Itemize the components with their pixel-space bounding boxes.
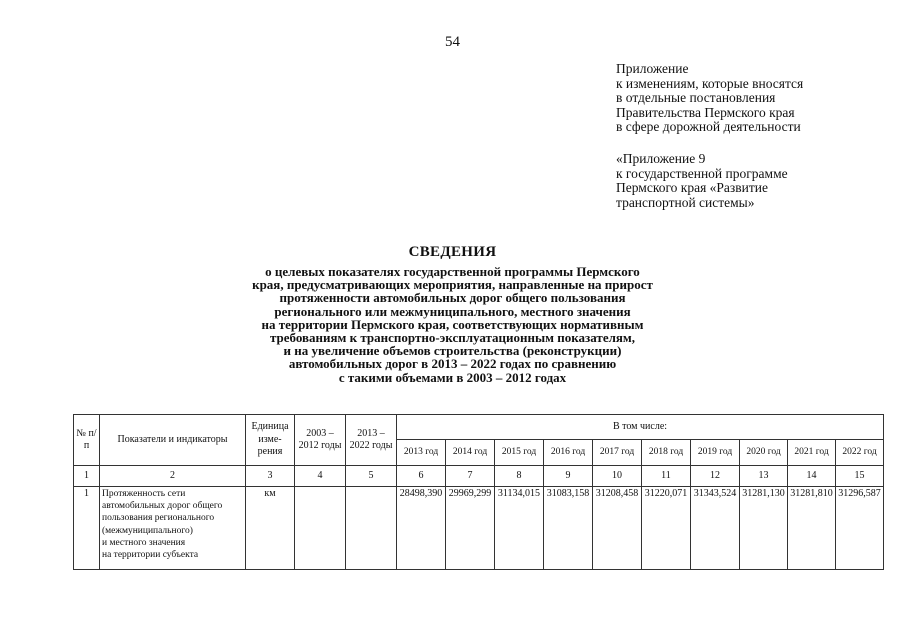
subtitle-line: с такими объемами в 2003 – 2012 годах (338, 369, 567, 385)
value-2013-2022 (346, 487, 397, 570)
column-index: 14 (788, 466, 836, 487)
header-year: 2015 год (495, 440, 544, 466)
header-year: 2020 год (740, 440, 788, 466)
indicator-name-line: пользования регионального (102, 513, 215, 524)
value-2015: 31134,015 (495, 487, 544, 570)
header-year: 2021 год (788, 440, 836, 466)
value-2016: 31083,158 (544, 487, 593, 570)
table-row (74, 487, 884, 570)
appendix-9-block (616, 152, 896, 210)
column-index: 12 (691, 466, 740, 487)
row-number: 1 (74, 487, 100, 570)
subtitle-line: края, предусматривающих мероприятия, направленные на прирост (252, 277, 653, 293)
header-year: 2022 год (836, 440, 884, 466)
subtitle-line: и на увеличение объемов строительства (реконструкции) (283, 343, 622, 359)
appendix-9-line: к государственной программе (616, 165, 788, 181)
appendix-line: Приложение (616, 61, 689, 76)
indicator-name (100, 487, 246, 570)
appendix-9-line: транспортной системы» (616, 194, 755, 210)
header-num: № п/п (74, 415, 100, 466)
appendix-line: Правительства Пермского края (616, 104, 795, 120)
column-index-row (74, 466, 884, 487)
header-year: 2017 год (593, 440, 642, 466)
header-name: Показатели и индикаторы (100, 415, 246, 466)
column-index: 1 (74, 466, 100, 487)
subtitle-line: регионального или межмуниципального, местного значения (274, 303, 631, 319)
column-index: 6 (397, 466, 446, 487)
column-index: 3 (246, 466, 295, 487)
page-number: 54 (445, 34, 460, 50)
column-index: 11 (642, 466, 691, 487)
value-2019: 31343,524 (691, 487, 740, 570)
value-2014: 29969,299 (446, 487, 495, 570)
subtitle-line: требованиям к транспортно-эксплуатационным показателям, (269, 330, 636, 346)
value-2021: 31281,810 (788, 487, 836, 570)
column-index: 5 (346, 466, 397, 487)
header-unit: Единица изме-рения (246, 415, 295, 466)
column-index: 13 (740, 466, 788, 487)
header-year: 2018 год (642, 440, 691, 466)
header-year: 2019 год (691, 440, 740, 466)
column-index: 2 (100, 466, 246, 487)
column-index: 9 (544, 466, 593, 487)
header-2013-2022: 2013 – 2022 годы (346, 415, 397, 466)
indicator-name-line: автомобильных дорог общего (102, 501, 223, 512)
value-2017: 31208,458 (593, 487, 642, 570)
column-index: 8 (495, 466, 544, 487)
value-2018: 31220,071 (642, 487, 691, 570)
header-2003-2012: 2003 – 2012 годы (295, 415, 346, 466)
value-2013: 28498,390 (397, 487, 446, 570)
column-index: 4 (295, 466, 346, 487)
column-index: 10 (593, 466, 642, 487)
subtitle-line: протяженности автомобильных дорог общего пользования (279, 290, 626, 306)
appendix-9-line: «Приложение 9 (616, 151, 706, 166)
header-year: 2013 год (397, 440, 446, 466)
subtitle-line: автомобильных дорог в 2013 – 2022 годах по сравнению (288, 356, 617, 372)
indicator-name-line: на территории субъекта (102, 550, 199, 561)
indicator-name-line: (межмуниципального) (102, 525, 193, 536)
indicator-name-line: Протяженность сети (102, 489, 186, 499)
appendix-line: в отдельные постановления (616, 90, 776, 106)
value-2003-2012 (295, 487, 346, 570)
document-heading: СВЕДЕНИЯ (408, 244, 497, 260)
subtitle-line: о целевых показателях государственной программы Пермского (265, 264, 640, 279)
appendix-line: в сфере дорожной деятельности (616, 119, 801, 135)
unit-cell: км (246, 487, 295, 570)
value-2020: 31281,130 (740, 487, 788, 570)
subtitle-line: на территории Пермского края, соответствующих нормативным (261, 316, 644, 332)
indicator-name-line: и местного значения (102, 537, 186, 548)
header-year: 2016 год (544, 440, 593, 466)
indicators-table (73, 414, 884, 570)
header-year: 2014 год (446, 440, 495, 466)
column-index: 15 (836, 466, 884, 487)
header-including: В том числе: (397, 415, 884, 440)
appendix-block (616, 62, 896, 135)
column-index: 7 (446, 466, 495, 487)
value-2022: 31296,587 (836, 487, 884, 570)
document-subtitle (0, 265, 905, 384)
appendix-9-line: Пермского края «Развитие (616, 180, 768, 196)
appendix-line: к изменениям, которые вносятся (616, 75, 804, 91)
